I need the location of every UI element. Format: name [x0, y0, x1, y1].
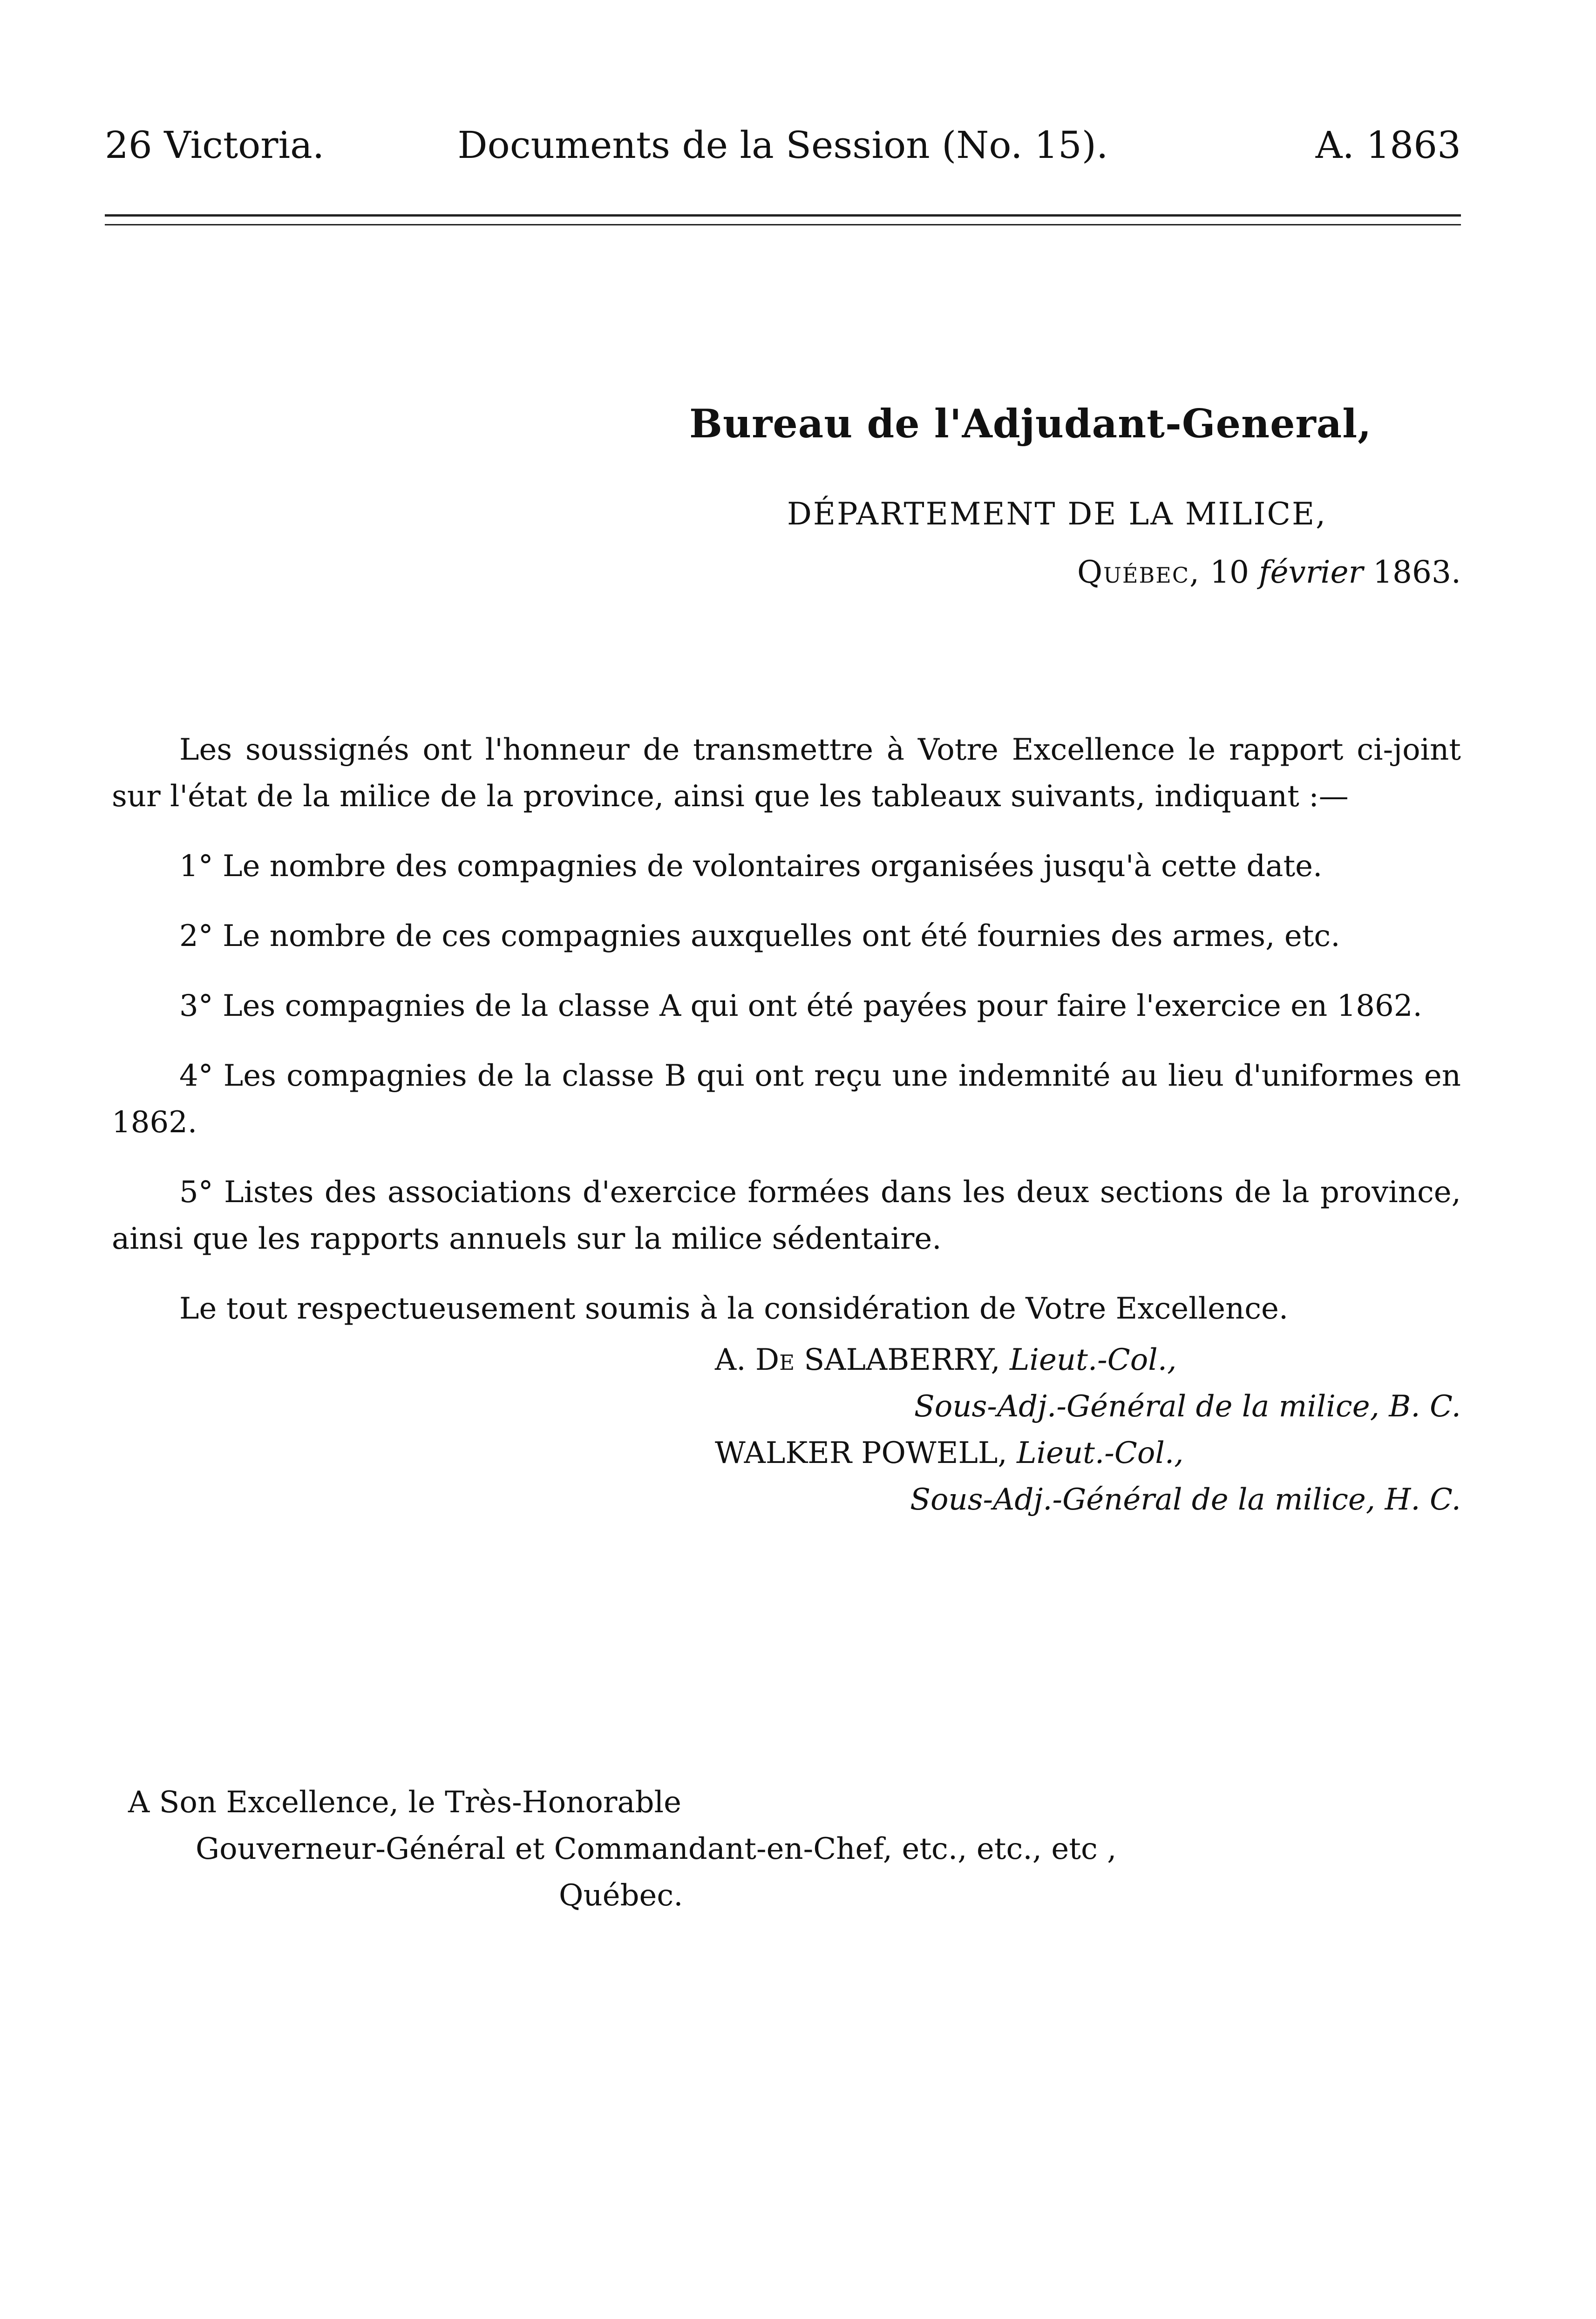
- header-session-year: 26 Victoria.: [105, 123, 325, 167]
- signatory-rank: Lieut.-Col.,: [1017, 1436, 1184, 1470]
- letterhead: [0, 401, 1596, 596]
- signatory-title: Sous-Adj.-Général de la milice, B. C.: [914, 1389, 1461, 1424]
- list-item-5: 5° Listes des associations d'exercice formées dans les deux sections de la province, ainsi que les rapports annuels sur la milice sédentaire.: [112, 1175, 1461, 1256]
- department-name: DÉPARTEMENT DE LA MILICE,: [787, 496, 1327, 532]
- list-item-2: 2° Le nombre de ces compagnies auxquelles ont été fournies des armes, etc.: [179, 919, 1340, 953]
- list-item-4: 4° Les compagnies de la classe B qui ont reçu une indemnité au lieu d'uniformes en 1862.: [112, 1059, 1461, 1140]
- header-document-title: Documents de la Session (No. 15).: [457, 123, 1108, 167]
- addressee-block: [128, 1779, 1117, 1919]
- signatory-rank: Lieut.-Col.,: [1010, 1343, 1177, 1377]
- signature-1: [112, 1337, 1461, 1430]
- signature-2: [112, 1430, 1461, 1523]
- place-name: Québec,: [1077, 554, 1201, 590]
- office-title: Bureau de l'Adjudant-General,: [689, 401, 1372, 447]
- addressee-line-2: Gouverneur-Général et Commandant-en-Chef, etc., etc., etc ,: [196, 1832, 1117, 1866]
- header-year: A. 1863: [1315, 123, 1461, 167]
- letter-body: [112, 727, 1461, 1332]
- intro-paragraph: Les soussignés ont l'honneur de transmettre à Votre Excellence le rapport ci-joint sur l'état de la milice de la province, ainsi que les tableaux suivants, indiquant :—: [112, 733, 1461, 814]
- closing-paragraph: Le tout respectueusement soumis à la considération de Votre Excellence.: [179, 1292, 1289, 1326]
- signatory-name: A. De SALABERRY,: [715, 1343, 1000, 1377]
- date-month: février: [1259, 554, 1364, 590]
- signatory-name: WALKER POWELL,: [715, 1436, 1007, 1470]
- running-header: [105, 123, 1461, 175]
- signatory-title: Sous-Adj.-Général de la milice, H. C.: [910, 1483, 1461, 1517]
- signature-block: [112, 1337, 1461, 1523]
- date-year: 1863.: [1373, 554, 1461, 590]
- header-double-rule: [105, 214, 1461, 225]
- addressee-line-1: A Son Excellence, le Très-Honorable: [128, 1785, 681, 1820]
- list-item-3: 3° Les compagnies de la classe A qui ont été payées pour faire l'exercice en 1862.: [179, 989, 1422, 1023]
- date-day: 10: [1210, 554, 1250, 590]
- addressee-line-3: Québec.: [559, 1878, 683, 1913]
- list-item-1: 1° Le nombre des compagnies de volontaires organisées jusqu'à cette date.: [179, 849, 1323, 884]
- place-and-date: [1077, 554, 1461, 590]
